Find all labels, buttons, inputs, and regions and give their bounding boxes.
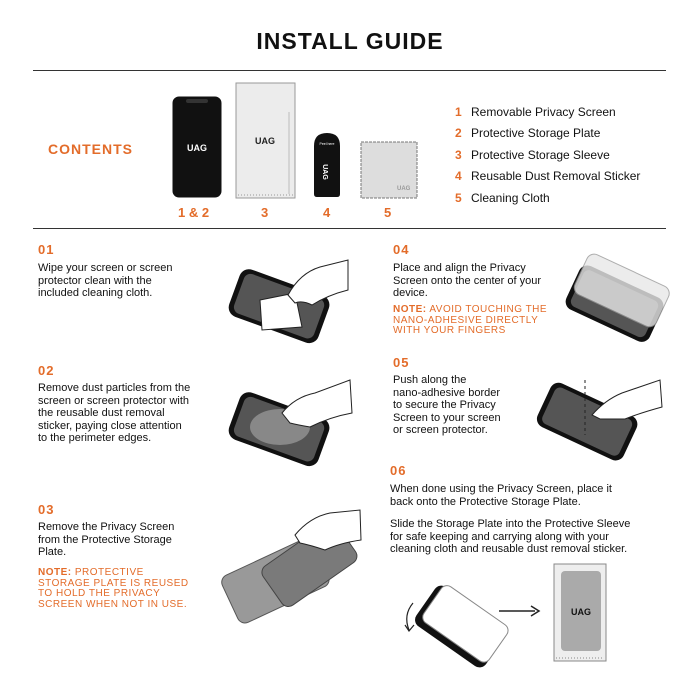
privacy-screen-illustration xyxy=(172,96,224,200)
step-05-illustration xyxy=(530,375,665,465)
svg-text:UAG: UAG xyxy=(187,143,207,153)
svg-text:UAG: UAG xyxy=(321,164,328,180)
contents-heading: CONTENTS xyxy=(48,141,133,157)
step-02-text: Remove dust particles from the screen or screen protector with the reusable dust removal sticker, paying close attention to the perimeter edges. xyxy=(38,382,191,444)
step-04-text: Place and align the Privacy Screen onto the center of your device. xyxy=(393,262,541,299)
step-02-number: 02 xyxy=(38,363,55,378)
svg-text:UAG: UAG xyxy=(397,186,411,192)
list-item: 4 Reusable Dust Removal Sticker xyxy=(455,169,641,184)
cleaning-cloth-illustration xyxy=(359,140,419,200)
page-title: INSTALL GUIDE xyxy=(256,28,444,54)
step-06-sleeve-illustration xyxy=(553,563,607,663)
step-04-number: 04 xyxy=(393,242,410,257)
step-01-illustration xyxy=(220,255,350,345)
contents-list xyxy=(455,101,640,209)
step-03-text: Remove the Privacy Screen from the Protective Storage Plate. xyxy=(38,521,175,558)
list-item: 1 Removable Privacy Screen xyxy=(455,104,616,119)
contents-divider xyxy=(33,228,666,229)
svg-text:UAG: UAG xyxy=(255,136,275,146)
step-03-note: NOTE: PROTECTIVE STORAGE PLATE IS REUSED TO HOLD THE PRIVACY SCREEN WHEN NOT IN USE. xyxy=(38,567,189,610)
svg-text:Peel here: Peel here xyxy=(319,142,335,146)
figure-label-4: 4 xyxy=(323,205,331,220)
storage-sleeve-illustration xyxy=(235,82,297,200)
step-01-text: Wipe your screen or screen protector clean with the included cleaning cloth. xyxy=(38,262,173,299)
step-03-illustration xyxy=(215,505,365,620)
figure-label-1-2: 1 & 2 xyxy=(178,205,210,220)
arrow-icon xyxy=(497,605,542,617)
figure-label-5: 5 xyxy=(384,205,392,220)
step-04-illustration xyxy=(560,255,670,345)
step-04-note: NOTE: AVOID TOUCHING THE NANO-ADHESIVE DIRECTLY WITH YOUR FINGERS xyxy=(393,304,548,336)
step-01-number: 01 xyxy=(38,242,55,257)
list-item: 5 Cleaning Cloth xyxy=(455,190,550,205)
step-06-text-2: Slide the Storage Plate into the Protective Sleeve for safe keeping and carrying along with your cleaning cloth and reusable dust removal sticker. xyxy=(390,518,631,555)
step-02-illustration xyxy=(220,375,355,470)
step-06-text-1: When done using the Privacy Screen, place it back onto the Protective Storage Plate. xyxy=(390,483,612,508)
dust-sticker-illustration xyxy=(312,132,342,198)
step-03-number: 03 xyxy=(38,502,55,517)
step-06-plate-illustration xyxy=(395,575,510,675)
svg-text:UAG: UAG xyxy=(571,607,591,617)
svg-text:UAG: UAG xyxy=(453,617,474,636)
step-05-text: Push along the nano-adhesive border to secure the Privacy Screen to your screen or screen protector. xyxy=(393,374,501,436)
list-item: 3 Protective Storage Sleeve xyxy=(455,147,610,162)
step-05-number: 05 xyxy=(393,355,410,370)
list-item: 2 Protective Storage Plate xyxy=(455,126,601,141)
top-divider xyxy=(33,70,666,71)
step-06-number: 06 xyxy=(390,463,407,478)
figure-label-3: 3 xyxy=(261,205,269,220)
